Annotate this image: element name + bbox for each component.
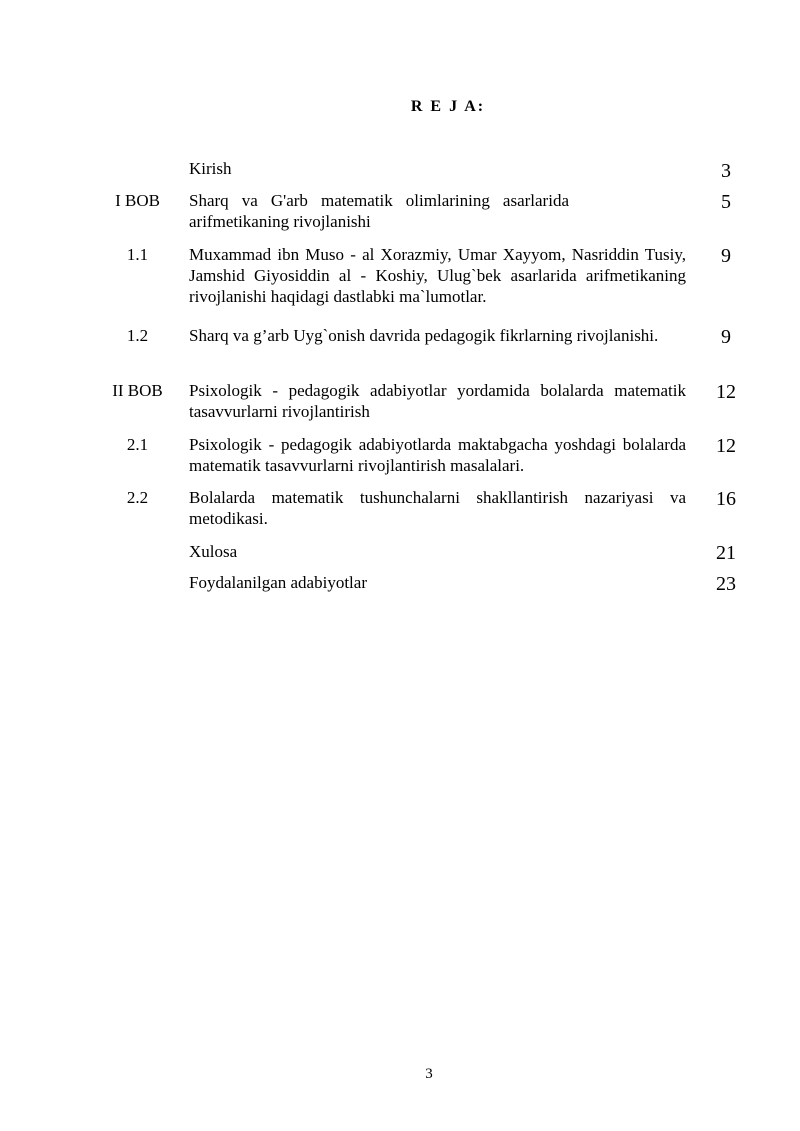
toc-entry-page: 12 (716, 381, 736, 403)
toc-entry-number: 1.2 (126, 326, 149, 345)
toc-entry-number: I BOB (115, 191, 160, 210)
toc-entry-title: Bolalarda matematik tushunchalarni shakllantirish nazariyasi va metodikasi. (189, 488, 686, 528)
toc-entry-title: Psixologik - pedagogik adabiyotlar yordamida bolalarda matematik tasavvurlarni rivojlantirish (189, 381, 686, 421)
toc-entry-page: 12 (716, 435, 736, 457)
toc-entry-title: Sharq va G'arb matematik olimlarining asarlarida arifmetikaning rivojlanishi (189, 191, 569, 231)
toc-entry-page: 9 (721, 245, 731, 267)
toc-entry-number: II BOB (112, 381, 163, 400)
toc-entry-title: Xulosa (189, 542, 238, 561)
toc-entry-page: 16 (716, 488, 736, 510)
page-title: R E J A: (410, 98, 486, 115)
toc-entry-number: 2.1 (126, 435, 149, 454)
toc-entry-page: 21 (716, 542, 736, 564)
toc-entry-number: 1.1 (126, 245, 149, 264)
toc-entry-title: Foydalanilgan adabiyotlar (189, 573, 367, 592)
toc-entry-page: 9 (721, 326, 731, 348)
toc-entry-page: 3 (721, 160, 731, 182)
page-number: 3 (425, 1066, 433, 1082)
toc-entry-page: 23 (716, 573, 736, 595)
toc-entry-title: Psixologik - pedagogik adabiyotlarda maktabgacha yoshdagi bolalarda matematik tasavvurlarni rivojlantirish masalalari. (189, 435, 686, 475)
toc-entry-title: Sharq va g’arb Uyg`onish davrida pedagogik fikrlarning rivojlanishi. (189, 326, 659, 345)
toc-entry-number: 2.2 (126, 488, 149, 507)
toc-entry-page: 5 (721, 191, 731, 213)
toc-entry-title: Muxammad ibn Muso - al Xorazmiy, Umar Xayyom, Nasriddin Tusiy, Jamshid Giyosiddin al - Koshiy, Ulug`bek asarlarida arifmetikaning rivojlanishi haqidagi dastlabki ma`lumotlar. (189, 245, 686, 306)
toc-entry-title: Kirish (189, 159, 232, 178)
